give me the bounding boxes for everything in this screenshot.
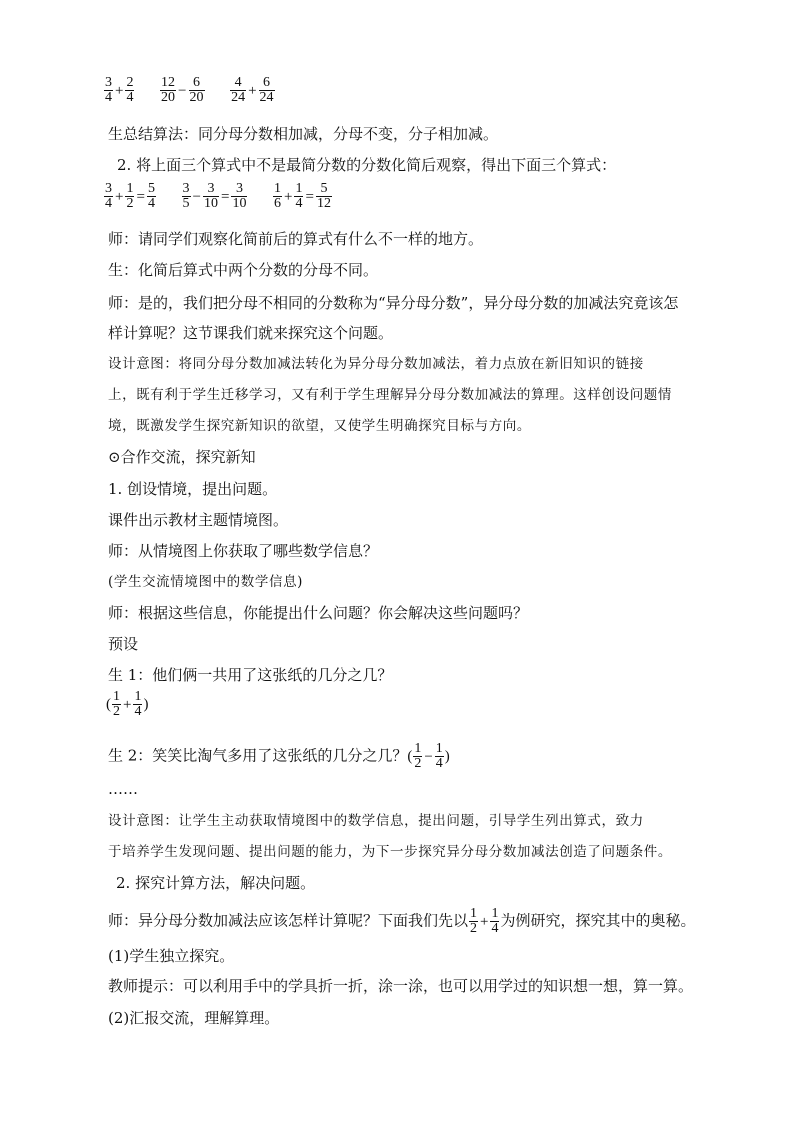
fraction: $\frac{6}{20}$: [189, 75, 204, 105]
fraction-row-2: $\frac{3}{4}$ + $\frac{1}{2}$ = $\frac{5}{4}$ $\frac{3}{5}$ − $\frac{3}{10}$ = $\frac{3}{10}$ $\frac{1}{6}$ + $\frac{1}{4}$ = $\frac{5}{12}$: [105, 181, 331, 211]
paragraph: 师：请同学们观察化简前后的算式有什么不一样的地方。: [108, 230, 484, 248]
fraction: $\frac{4}{24}$: [231, 75, 246, 105]
paragraph: 生 2：笑笑比淘气多用了这张纸的几分之几？( $\frac{1}{2}$ − $\frac{1}{4}$ ): [108, 741, 450, 771]
paragraph: 师：是的，我们把分母不相同的分数称为“异分母分数”，异分母分数的加减法究竟该怎: [108, 294, 679, 312]
fraction: $\frac{6}{24}$: [259, 75, 274, 105]
fraction: $\frac{2}{4}$: [126, 75, 134, 105]
paragraph: 2. 探究计算方法，解决问题。: [116, 874, 316, 892]
paragraph: 2. 将上面三个算式中不是最简分数的分数化简后观察，得出下面三个算式：: [117, 156, 617, 174]
paragraph: 师：根据这些信息，你能提出什么问题？你会解决这些问题吗？: [108, 604, 529, 622]
ellipsis: ……: [108, 780, 138, 798]
fraction: $\frac{3}{4}$: [105, 75, 112, 105]
paragraph: 预设: [108, 635, 139, 653]
paragraph: 教师提示：可以利用手中的学具折一折，涂一涂，也可以用学过的知识想一想，算一算。: [108, 977, 694, 995]
paragraph: 生总结算法：同分母分数相加减，分母不变，分子相加减。: [108, 125, 499, 143]
design-note: 上，既有利于学生迁移学习，又有利于学生理解异分母分数加减法的算理。这样创设问题情: [108, 387, 672, 403]
section-heading: ⊙合作交流，探究新知: [108, 448, 256, 466]
design-note: 境，既激发学生探究新知识的欲望，又使学生明确探究目标与方向。: [108, 418, 531, 434]
paragraph: 师：异分母分数加减法应该怎样计算呢？下面我们先以 $\frac{1}{2}$ + $\frac{1}{4}$ 为例研究，探究其中的奥秘。: [108, 906, 696, 936]
paragraph: 课件出示教材主题情境图。: [108, 511, 289, 529]
paragraph: 1. 创设情境，提出问题。: [108, 480, 278, 498]
design-note: 设计意图：让学生主动获取情境图中的数学信息，提出问题，引导学生列出算式，致力: [108, 813, 644, 829]
paragraph: 样计算呢？这节课我们就来探究这个问题。: [108, 324, 394, 342]
design-note: 于培养学生发现问题、提出问题的能力，为下一步探究异分母分数加减法创造了问题条件。: [108, 844, 672, 860]
design-note: 设计意图：将同分母分数加减法转化为异分母分数加减法，着力点放在新旧知识的链接: [108, 356, 644, 372]
fraction: $\frac{12}{20}$: [161, 75, 176, 105]
paragraph: (学生交流情境图中的数学信息): [108, 574, 304, 590]
fraction-expression-1: ( $\frac{1}{2}$ + $\frac{1}{4}$ ): [106, 689, 149, 719]
fraction-row-1: $\frac{3}{4}$ + $\frac{2}{4}$ $\frac{12}{20}$ − $\frac{6}{20}$ $\frac{4}{24}$ + $\frac{6}{24}$: [105, 75, 274, 105]
paragraph: 生 1：他们俩一共用了这张纸的几分之几？: [108, 666, 393, 684]
paragraph: (1)学生独立探究。: [108, 947, 235, 965]
paragraph: (2)汇报交流，理解算理。: [108, 1009, 280, 1027]
paragraph: 生：化简后算式中两个分数的分母不同。: [108, 261, 379, 279]
paragraph: 师：从情境图上你获取了哪些数学信息？: [108, 542, 379, 560]
